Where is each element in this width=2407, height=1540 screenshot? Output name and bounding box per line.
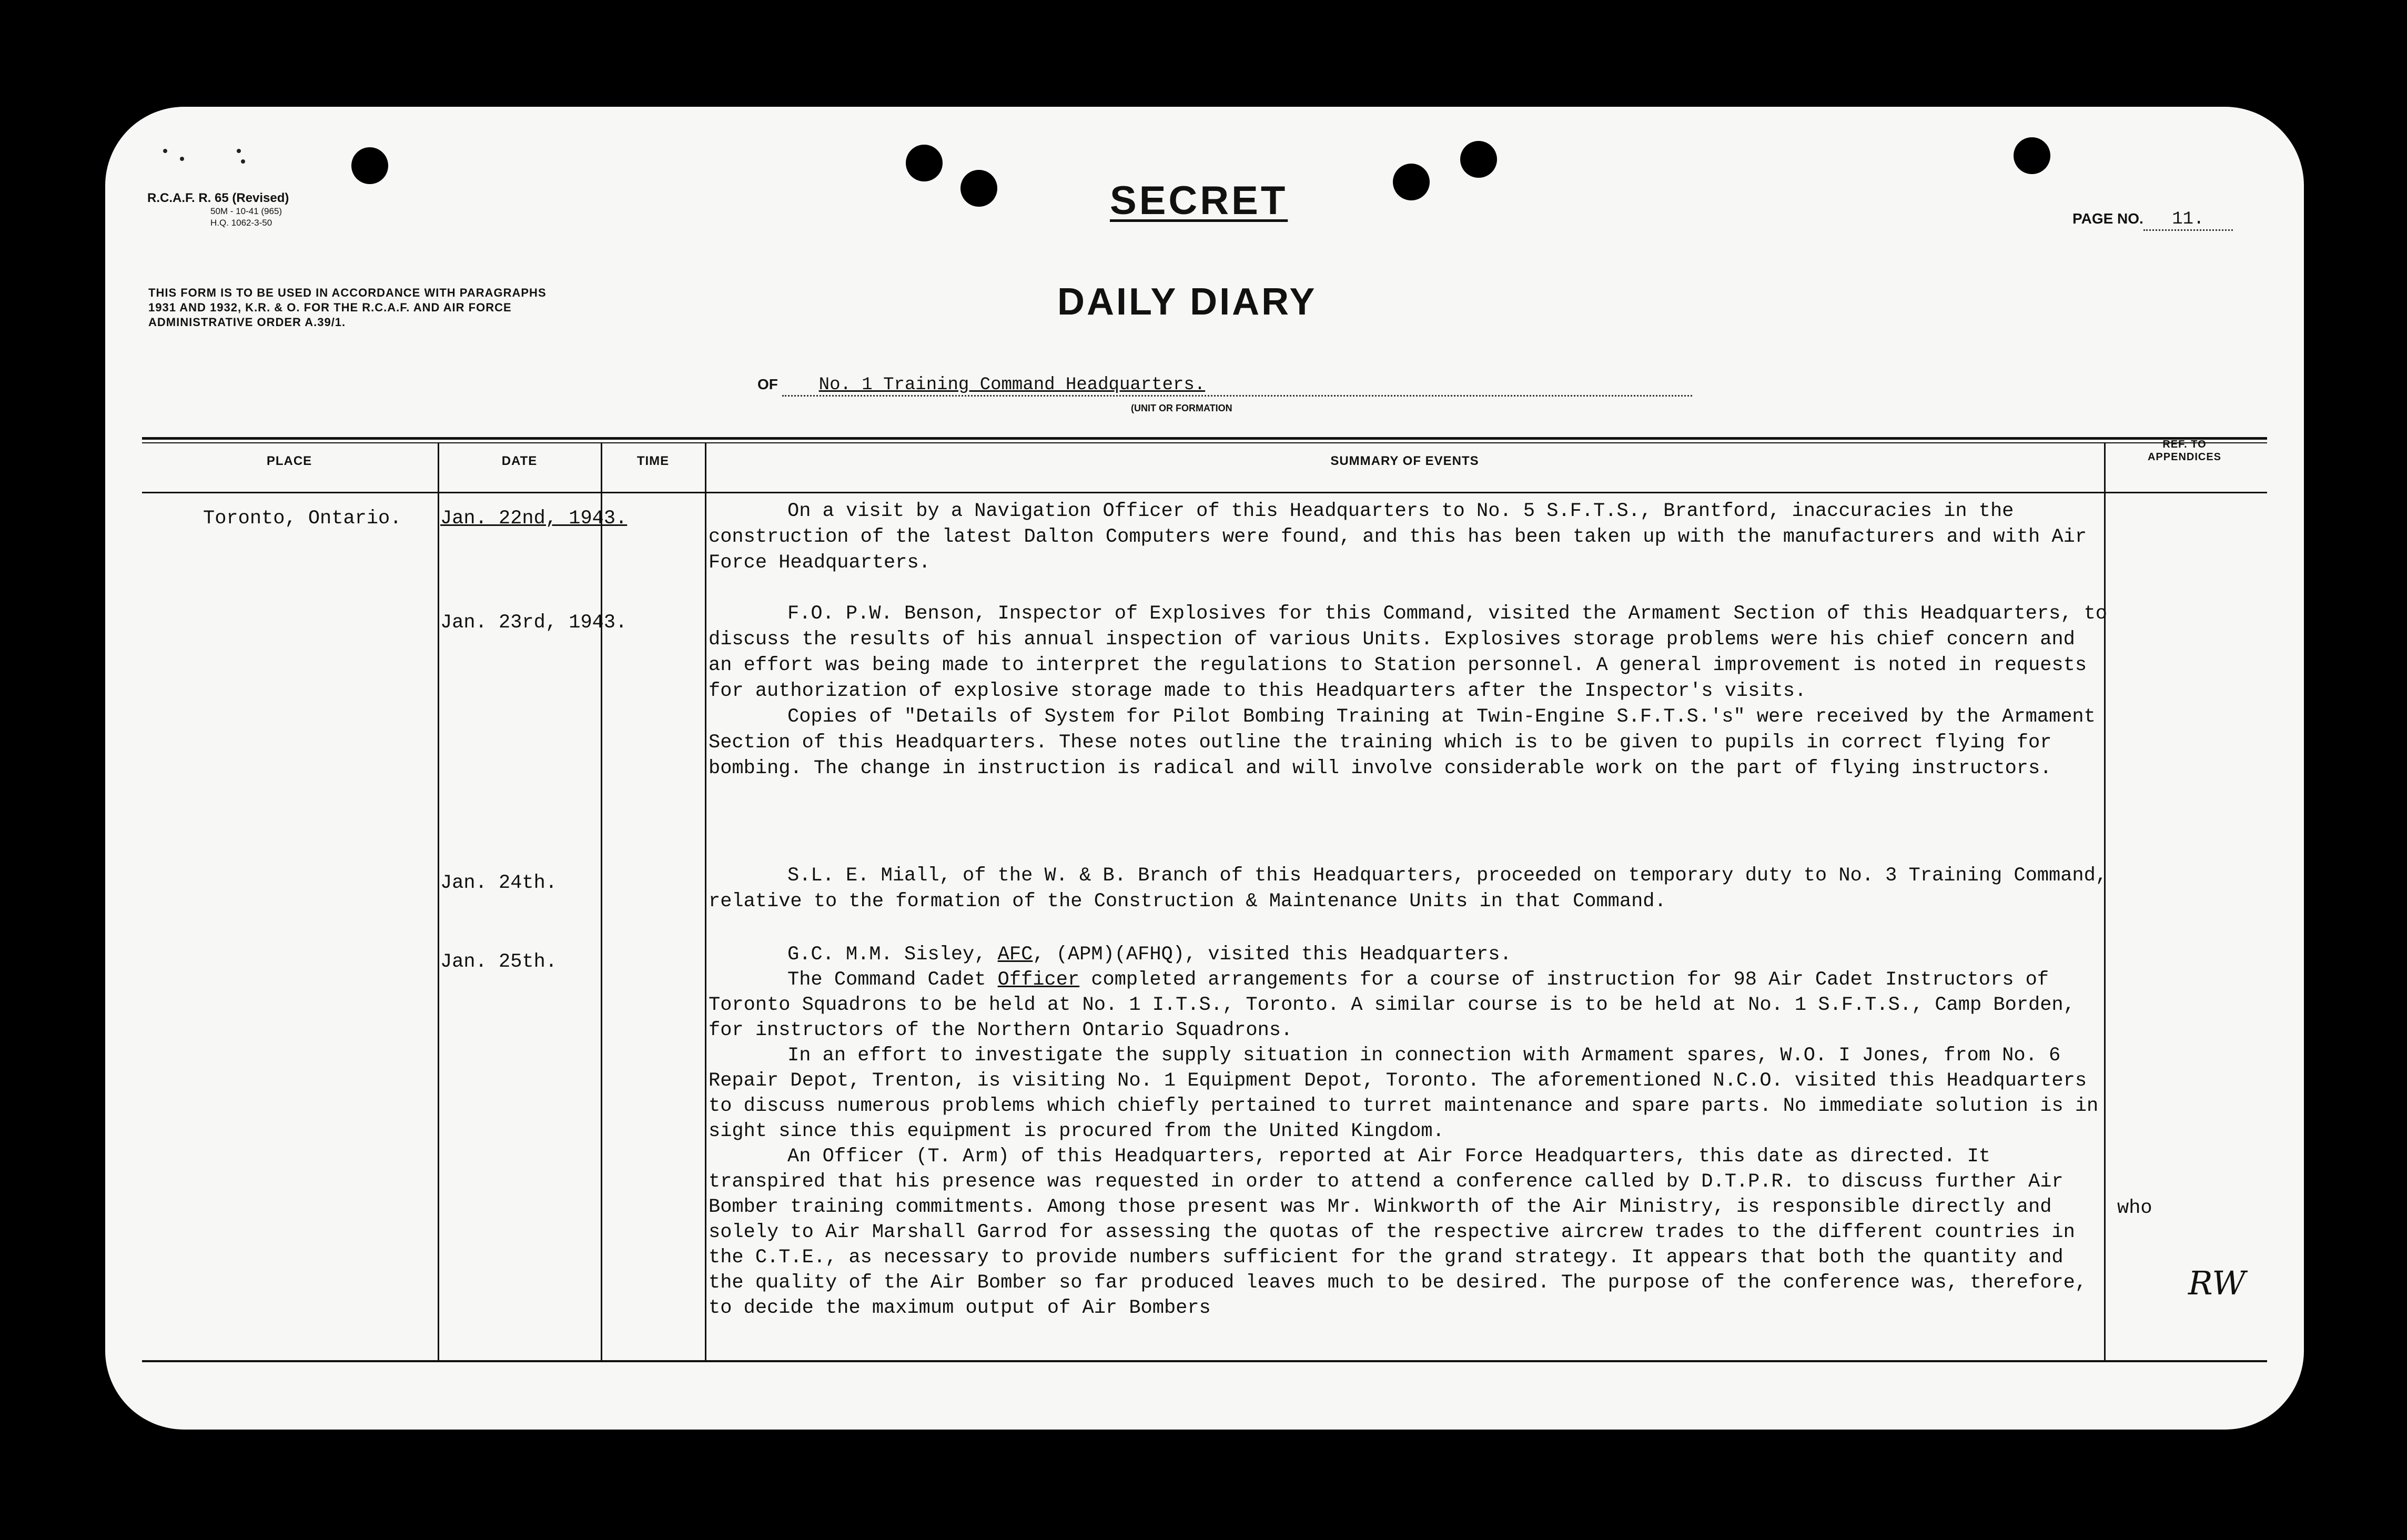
decoration-afc: AFC: [997, 944, 1033, 966]
column-header-summary: SUMMARY OF EVENTS: [1330, 454, 1479, 468]
page-label: PAGE NO.: [2072, 210, 2143, 227]
punch-hole: [1460, 141, 1497, 178]
handwritten-initials: RW: [2188, 1264, 2246, 1302]
summary-entry: [709, 942, 2108, 1321]
unit-line: [757, 375, 1692, 397]
speck: [237, 149, 241, 153]
header-rule-top-thin: [142, 442, 2267, 443]
unit-name: No. 1 Training Command Headquarters.: [782, 375, 1692, 397]
print-run: 50M - 10-41 (965): [210, 206, 282, 216]
form-identifier: [147, 191, 289, 229]
summary-paragraph: Copies of "Details of System for Pilot Bombing Training at Twin-Engine S.F.T.S.'s" were received by the Armament Section of this Headquarters. These notes outline the training which is to be given to pupils in correct flying for bombing. The change in instruction is radical and will involve considerable work on the part of flying instructors.: [709, 706, 2096, 779]
underlined-word: Officer: [997, 969, 1080, 991]
speck: [241, 159, 245, 164]
speck: [180, 157, 184, 161]
punch-hole: [351, 147, 388, 184]
entry-date: Jan. 25th.: [440, 951, 558, 973]
column-header-ref: REF. TO APPENDICES: [2147, 439, 2222, 463]
column-divider: [438, 442, 439, 1360]
header-rule-top: [142, 437, 2267, 440]
punch-hole: [906, 145, 943, 181]
summary-paragraph: [709, 942, 2108, 967]
summary-paragraph: [709, 967, 2108, 1043]
entry-date: Jan. 23rd, 1943.: [440, 612, 628, 634]
summary-paragraph: On a visit by a Navigation Officer of this Headquarters to No. 5 S.F.T.S., Brantford, inaccuracies in the construction of the latest Dalton Computers were found, and this has been taken up with the manufacturers and with Air Force Headquarters.: [709, 500, 2087, 574]
summary-text: The Command Cadet: [787, 969, 998, 991]
column-header-place: PLACE: [266, 454, 312, 468]
form-instructions: THIS FORM IS TO BE USED IN ACCORDANCE WITH PARAGRAPHS 1931 AND 1932, K.R. & O. FOR THE R.C.A.F. AND AIR FORCE ADMINISTRATIVE ORDER A.39/1.: [148, 286, 547, 329]
of-label: OF: [757, 376, 778, 392]
summary-text: completed arrangements for a course of instruction for 98 Air Cadet Instructors of Toronto Squadrons to be held at No. 1 I.T.S., Toronto. A similar course is to be held at No. 1 S.F.T.S., Camp Borden, for instructors of the Northern Ontario Squadrons.: [709, 969, 2075, 1041]
column-divider: [601, 442, 602, 1360]
summary-paragraph: F.O. P.W. Benson, Inspector of Explosives for this Command, visited the Armament Section of this Headquarters, to discuss the results of his annual inspection of various Units. Explosives storage problems were his chief concern and an effort was being made to interpret the regulations to Station personnel. A general improvement is noted in requests for authorization of explosive storage made to this Headquarters after the Inspector's visits.: [709, 603, 2108, 702]
punch-hole: [1393, 164, 1430, 200]
summary-paragraph: In an effort to investigate the supply situation in connection with Armament spares, W.O. I Jones, from No. 6 Repair Depot, Trenton, is visiting No. 1 Equipment Depot, Toronto. The aforementioned N.C.O. visited this Headquarters to discuss numerous problems which chiefly pertained to turret maintenance and spare parts. No immediate solution is in sight since this equipment is procured from the United Kingdom.: [709, 1045, 2099, 1142]
summary-entry: [709, 499, 2108, 576]
form-number: R.C.A.F. R. 65 (Revised): [147, 191, 289, 205]
entry-date: Jan. 22nd, 1943.: [440, 508, 628, 530]
page-number: 11.: [2143, 209, 2233, 231]
hq-reference: H.Q. 1062-3-50: [210, 218, 272, 228]
punch-hole: [960, 170, 997, 207]
page-number-field: [2072, 209, 2233, 231]
column-divider: [705, 442, 706, 1360]
speck: [163, 149, 167, 153]
entry-date: Jan. 24th.: [440, 872, 558, 894]
punch-hole: [2014, 137, 2050, 174]
header-rule-bottom: [142, 492, 2267, 493]
summary-entry: [709, 863, 2108, 915]
footer-rule: [142, 1360, 2267, 1362]
summary-text: , (APM)(AFHQ), visited this Headquarters.: [1033, 944, 1512, 966]
summary-paragraph: S.L. E. Miall, of the W. & B. Branch of this Headquarters, proceeded on temporary duty to No. 3 Training Command, relative to the formation of the Construction & Maintenance Units in that Command.: [709, 865, 2108, 913]
column-header-date: DATE: [501, 454, 538, 468]
unit-caption: (UNIT OR FORMATION: [1131, 403, 1232, 413]
summary-entry: [709, 601, 2108, 782]
summary-paragraph: An Officer (T. Arm) of this Headquarters, reported at Air Force Headquarters, this date as directed. It transpired that his presence was requested in order to attend a conference called by D.T.P.R. to discuss further Air Bomber training commitments. Among those present was Mr. Winkworth of the Air Ministry, is responsible directly and solely to Air Marshall Garrod for assessing the quotas of the respective aircrew trades to the different countries in the C.T.E., as necessary to provide numbers sufficient for the grand strategy. It appears that both the quantity and the quality of the Air Bomber so far produced leaves much to be desired. The purpose of the conference was, therefore, to decide the maximum output of Air Bombers: [709, 1146, 2087, 1319]
entry-place: Toronto, Ontario.: [203, 508, 402, 530]
summary-text: G.C. M.M. Sisley,: [787, 944, 998, 966]
diary-page: [105, 107, 2304, 1430]
page-title: DAILY DIARY: [1057, 281, 1317, 323]
classification-stamp: SECRET: [1110, 178, 1288, 223]
column-header-time: TIME: [636, 454, 670, 468]
margin-note: who: [2117, 1197, 2152, 1219]
